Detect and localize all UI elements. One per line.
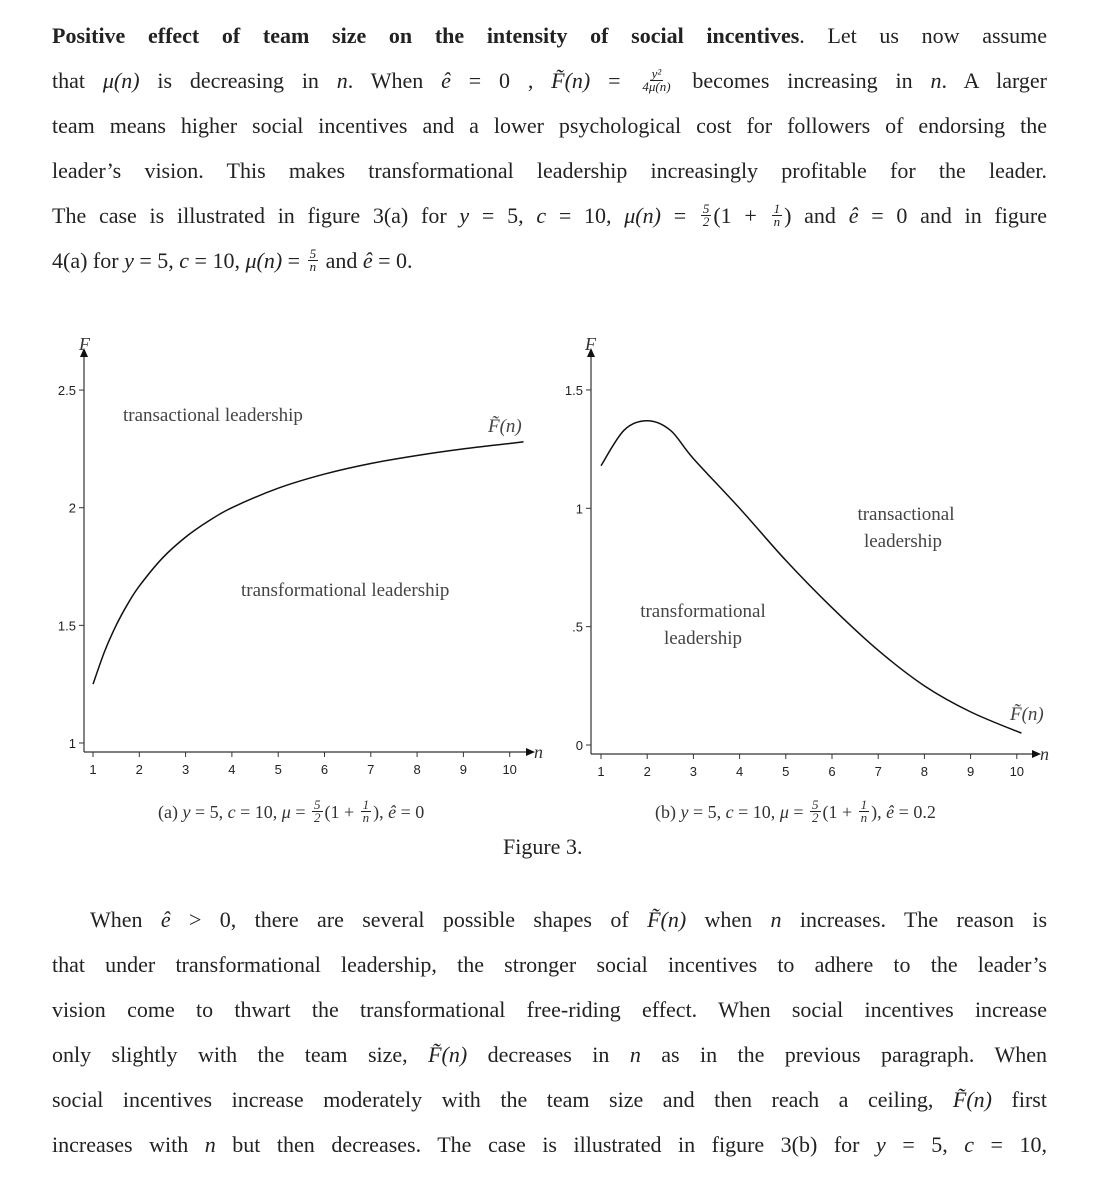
y-tick-label: 1 (575, 501, 583, 517)
x-tick-label: 2 (643, 764, 651, 779)
math: ê (160, 907, 171, 932)
x-tick-label: 6 (320, 762, 329, 777)
text: (b) (655, 802, 681, 822)
text: when (686, 907, 771, 932)
x-tick-label: 5 (782, 764, 790, 779)
figure-label: Figure 3. (503, 834, 583, 859)
text: = 5, (688, 802, 726, 822)
x-tick-label: 1 (89, 762, 97, 777)
text: ), (373, 802, 389, 822)
x-tick-label: 10 (502, 762, 517, 777)
text: When (90, 907, 161, 932)
y-axis-label: F (79, 334, 90, 354)
y-tick-label: 1 (68, 736, 76, 751)
text: vision come to thwart the transformational free-riding effect. When social incentives increase (52, 997, 1047, 1022)
y-tick-label: 1.5 (564, 382, 583, 398)
x-tick-label: 4 (228, 762, 236, 777)
text: = 0 and in figure (858, 203, 1047, 228)
x-tick-label: 2 (135, 762, 143, 777)
numerator: 1 (773, 201, 781, 217)
text: is decreasing in (139, 68, 337, 93)
region-annotation: transformational (640, 601, 766, 622)
text: increases. The reason is (781, 907, 1048, 932)
text: = 10, (733, 802, 780, 822)
series-label: F̃(n) (1010, 704, 1044, 725)
denominator: n (773, 214, 781, 230)
y-tick-label: .5 (572, 619, 583, 635)
math: μ(n) (624, 203, 661, 228)
numerator: 5 (812, 797, 819, 813)
denominator: 2 (314, 810, 321, 826)
region-annotation: transactional leadership (123, 405, 303, 426)
series-line-f-tilde (601, 421, 1021, 733)
y-axis-label: F (585, 334, 596, 354)
text: = 5, (190, 802, 228, 822)
denominator: n (309, 259, 317, 275)
math: ê (848, 203, 859, 228)
text: The case is illustrated in figure 3(a) for (52, 203, 460, 228)
y-tick-label: 1.5 (57, 618, 76, 634)
math: c (227, 802, 236, 822)
math: c (179, 248, 190, 273)
math: y (459, 203, 470, 228)
region-annotation: leadership (663, 628, 743, 649)
region-annotation: transformational leadership (241, 580, 450, 601)
math: ê (362, 248, 373, 273)
y-tick-label: 2.5 (57, 383, 76, 399)
text: = (590, 68, 639, 93)
math: c (964, 1132, 975, 1157)
text: becomes increasing in (674, 68, 931, 93)
math: n (336, 68, 348, 93)
caption-a (158, 797, 425, 826)
fraction (361, 799, 372, 824)
text: = (282, 248, 306, 273)
math: ê (886, 802, 895, 822)
denominator: 2 (702, 214, 710, 230)
text: = 10, (974, 1132, 1047, 1157)
text: = 5, (885, 1132, 965, 1157)
x-axis-label: n (534, 742, 543, 762)
text: = 5, (133, 248, 180, 273)
series-line-f-tilde (93, 442, 524, 684)
x-tick-label: 10 (1009, 764, 1025, 779)
math: c (536, 203, 547, 228)
text: ), (871, 802, 887, 822)
math: F̃(n) (647, 907, 687, 932)
fraction (859, 799, 870, 824)
text: (1 + (324, 802, 359, 822)
math: y (182, 802, 191, 822)
caption-b (655, 797, 936, 826)
text: = 5, (469, 203, 537, 228)
text: ) and (784, 203, 849, 228)
x-tick-label: 4 (735, 764, 744, 779)
text: = 0.2 (894, 802, 936, 822)
text: = (788, 802, 809, 822)
text: = (660, 203, 699, 228)
bold-heading: Positive effect of team size on the intensity of social incentives (52, 23, 800, 48)
x-tick-label: 3 (181, 762, 190, 777)
text: as in the previous paragraph. When (640, 1042, 1047, 1067)
math: n (204, 1132, 216, 1157)
math: y (124, 248, 134, 273)
text: = 0 , (450, 68, 552, 93)
numerator: 5 (702, 201, 710, 217)
x-tick-label: 3 (689, 764, 698, 779)
math: μ (281, 802, 291, 822)
math: F̃(n) (952, 1087, 992, 1112)
math: F̃(n) (551, 68, 591, 93)
text: social incentives increase moderately with the team size and then reach a ceiling, (52, 1087, 953, 1112)
text: . A larger (941, 68, 1047, 93)
x-tick-label: 8 (413, 762, 421, 777)
fraction (312, 799, 323, 824)
text: decreases in (467, 1042, 630, 1067)
denominator: n (362, 810, 370, 826)
text: > 0, there are several possible shapes of (170, 907, 648, 932)
series-label: F̃(n) (488, 416, 522, 437)
text: = 10, (189, 248, 246, 273)
x-tick-label: 6 (828, 764, 836, 779)
numerator: 1 (362, 797, 370, 813)
text: (a) (158, 802, 183, 822)
denominator: 4μ(n) (642, 79, 671, 95)
math: n (629, 1042, 641, 1067)
numerator: y² (651, 66, 662, 82)
region-annotation: leadership (863, 531, 943, 552)
text: = (290, 802, 310, 822)
math: n (770, 907, 782, 932)
math: n (930, 68, 942, 93)
x-tick-label: 8 (920, 764, 929, 779)
x-axis-label: n (1040, 744, 1049, 764)
text: team means higher social incentives and a lower psychological cost for followers of endorsing the (52, 113, 1047, 138)
text: and (320, 248, 363, 273)
region-annotation: transactional (857, 504, 955, 525)
x-tick-label: 7 (367, 762, 375, 777)
text: 4(a) for (52, 248, 125, 273)
text: (1 + (822, 802, 857, 822)
numerator: 1 (860, 797, 868, 813)
x-tick-label: 9 (459, 762, 468, 777)
x-tick-label: 7 (874, 764, 882, 779)
denominator: n (860, 810, 868, 826)
math: c (725, 802, 734, 822)
denominator: 2 (812, 810, 819, 826)
text: = 10, (235, 802, 282, 822)
math: y (680, 802, 689, 822)
text: only slightly with the team size, (52, 1042, 429, 1067)
math: ê (388, 802, 397, 822)
text: . Let us now assume (799, 23, 1047, 48)
math: μ (779, 802, 789, 822)
numerator: 5 (309, 246, 317, 262)
text: = 0 (396, 802, 425, 822)
y-tick-label: 0 (575, 738, 583, 753)
fraction (810, 799, 821, 824)
x-tick-label: 9 (966, 764, 975, 779)
y-tick-label: 2 (68, 500, 76, 516)
text: leader’s vision. This makes transformational leadership increasingly profitable for the leader. (52, 158, 1047, 183)
math: ê (441, 68, 451, 93)
text: that (52, 68, 103, 93)
math: F̃(n) (428, 1042, 468, 1067)
text: (1 + (713, 203, 770, 228)
x-tick-label: 1 (597, 764, 605, 779)
text: increases with (52, 1132, 205, 1157)
x-tick-label: 5 (274, 762, 282, 777)
text: first (992, 1087, 1047, 1112)
math: μ(n) (245, 248, 283, 273)
text: but then decreases. The case is illustrated in figure 3(b) for (215, 1132, 877, 1157)
text: = 10, (546, 203, 625, 228)
text: = 0. (372, 248, 413, 273)
text: . When (347, 68, 442, 93)
text: that under transformational leadership, the stronger social incentives to adhere to the leader’s (52, 952, 1047, 977)
math: μ(n) (102, 68, 140, 93)
numerator: 5 (314, 797, 321, 813)
math: y (876, 1132, 886, 1157)
